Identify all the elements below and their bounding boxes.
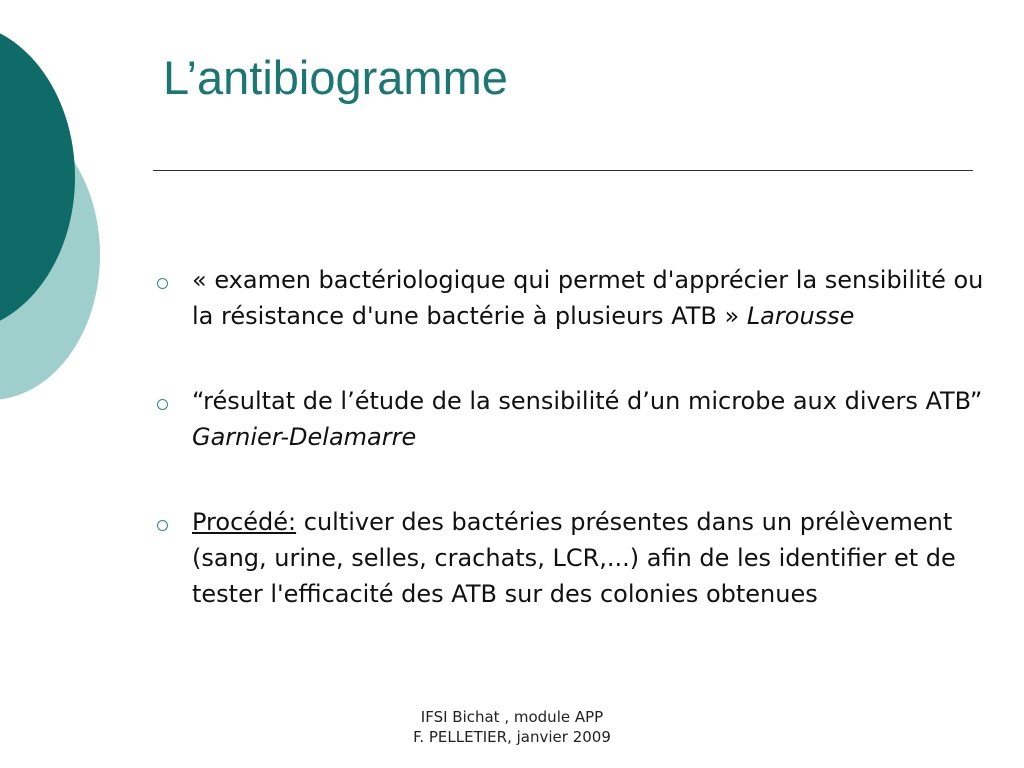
title-divider bbox=[153, 170, 973, 171]
footer-line-author: F. PELLETIER, janvier 2009 bbox=[413, 728, 611, 746]
bullet-text: “résultat de l’étude de la sensibilité d’un microbe aux divers ATB” bbox=[192, 387, 983, 415]
bullet-label: Procédé: bbox=[192, 508, 297, 536]
slide-footer bbox=[312, 707, 712, 747]
bullet-list bbox=[155, 262, 985, 661]
bullet-source: Garnier-Delamarre bbox=[192, 423, 417, 451]
slide-title: L’antibiogramme bbox=[163, 51, 508, 104]
bullet-circle-icon bbox=[157, 520, 168, 531]
bullet-source: Larousse bbox=[746, 302, 855, 330]
bullet-circle-icon bbox=[157, 278, 168, 289]
bullet-text: « examen bactériologique qui permet d'apprécier la sensibilité ou la résistance d'une bactérie à plusieurs ATB » bbox=[192, 266, 984, 330]
footer-line-institution: IFSI Bichat , module APP bbox=[420, 708, 604, 726]
bullet-item-garnier-definition bbox=[155, 383, 985, 455]
bullet-circle-icon bbox=[157, 399, 168, 410]
bullet-item-procedure bbox=[155, 504, 985, 612]
bullet-text: cultiver des bactéries présentes dans un prélèvement (sang, urine, selles, crachats, LCR,...) afin de les identifier et de tester l'efficacité des ATB sur des colonies obtenues bbox=[192, 508, 956, 608]
bullet-item-larousse-definition bbox=[155, 262, 985, 334]
